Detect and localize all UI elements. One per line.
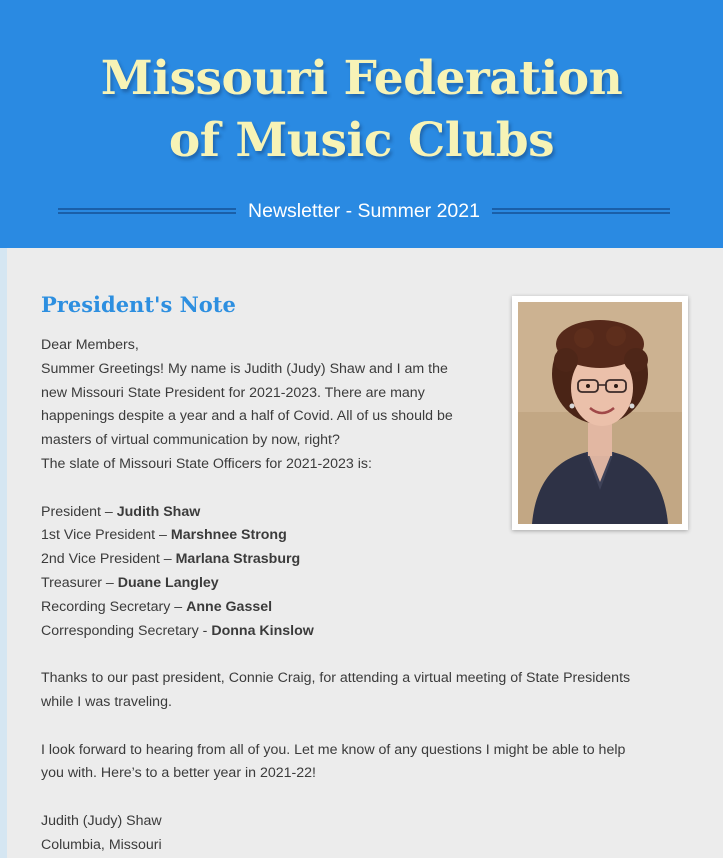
- intro-line: happenings despite a year and a half of Covid. All of us should be: [41, 408, 453, 425]
- newsletter-title: [0, 48, 723, 172]
- article-body: [41, 334, 681, 858]
- officer-line: [41, 620, 681, 644]
- officer-line: [41, 501, 681, 525]
- intro-line: Summer Greetings! My name is Judith (Judy) Shaw and I am the: [41, 360, 448, 377]
- intro-line: The slate of Missouri State Officers for 2021-2023 is:: [41, 455, 372, 472]
- title-line-2: of Music Clubs: [168, 113, 555, 168]
- right-divider: [492, 208, 670, 214]
- officer-role: President –: [41, 503, 117, 520]
- signature-name: Judith (Judy) Shaw: [41, 812, 162, 829]
- subtitle-row: [58, 196, 670, 226]
- title-line-1: Missouri Federation: [100, 51, 623, 106]
- intro-line: new Missouri State President for 2021-2023. There are many: [41, 384, 425, 401]
- officer-name: Judith Shaw: [116, 503, 201, 520]
- thanks-line: Thanks to our past president, Connie Craig, for attending a virtual meeting of State Presidents: [41, 670, 631, 687]
- section-heading: President's Note: [41, 292, 236, 317]
- closing-line: I look forward to hearing from all of you. Let me know of any questions I might be able to help: [41, 741, 626, 758]
- salutation: Dear Members,: [41, 337, 139, 353]
- officer-name: Marshnee Strong: [170, 527, 287, 544]
- officer-role: Treasurer –: [41, 574, 118, 591]
- officer-role: Corresponding Secretary -: [41, 622, 212, 639]
- officer-name: Duane Langley: [117, 574, 219, 591]
- signature-location: Columbia, Missouri: [41, 836, 162, 853]
- newsletter-header: [0, 0, 723, 248]
- article-panel: [7, 248, 723, 858]
- officer-line: [41, 596, 681, 620]
- officer-name: Donna Kinslow: [211, 622, 314, 639]
- left-edge-decoration: [0, 248, 7, 858]
- officer-role: 1st Vice President –: [41, 527, 171, 544]
- officer-role: 2nd Vice President –: [41, 551, 176, 568]
- officer-line: [41, 524, 681, 548]
- officer-name: Marlana Strasburg: [175, 551, 301, 568]
- officer-line: [41, 548, 681, 572]
- newsletter-subtitle: Newsletter - Summer 2021: [248, 199, 480, 222]
- intro-line: masters of virtual communication by now, right?: [41, 432, 340, 449]
- officer-name: Anne Gassel: [186, 598, 273, 615]
- left-divider: [58, 208, 236, 214]
- thanks-line: while I was traveling.: [41, 693, 172, 710]
- officer-line: [41, 572, 681, 596]
- officer-role: Recording Secretary –: [41, 598, 187, 615]
- closing-line: you with. Here’s to a better year in 2021-22!: [41, 765, 316, 782]
